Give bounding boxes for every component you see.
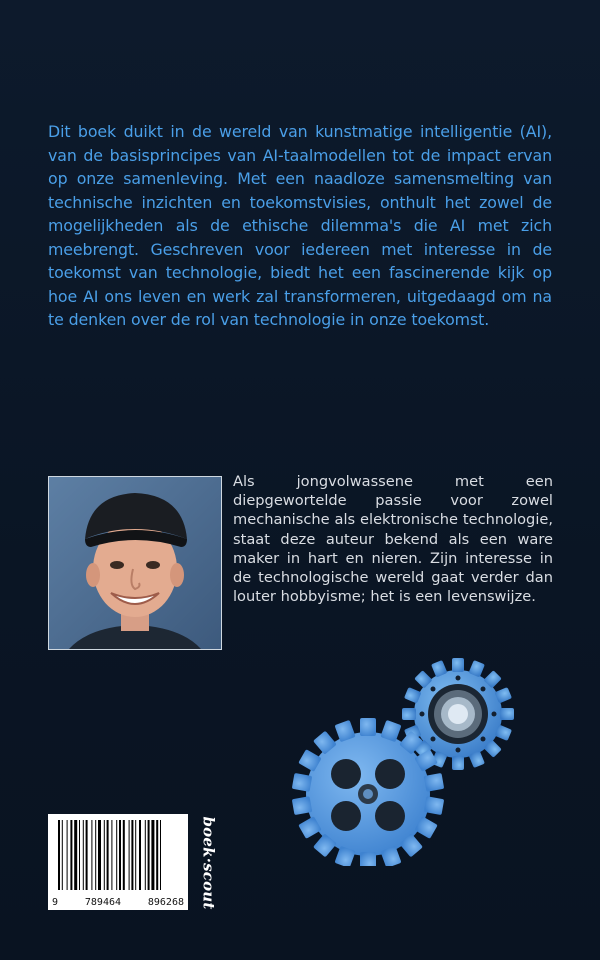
barcode <box>48 814 188 910</box>
barcode-icon <box>48 814 188 894</box>
isbn-digit-group-1: 789464 <box>84 897 122 908</box>
book-blurb: Dit boek duikt in de wereld van kunstmatige intelligentie (AI), van de basisprincipes van AI-taalmodellen tot de impact ervan op onze samenleving. Met een naadloze samensmelting van technische inzichten en toekomstvisies, onthult het zowel de mogelijkheden als de ethische dilemma's die AI met zich meebrengt. Geschreven voor iedereen met interesse in de toekomst van technologie, biedt het een fascinerende kijk op hoe AI ons leven en werk zal transformeren, uitgedaagd om na te denken over de rol van technologie in onze toekomst. <box>48 122 552 329</box>
author-portrait-icon <box>49 477 221 649</box>
publisher-logo <box>198 815 220 911</box>
isbn-digits <box>48 897 188 908</box>
isbn-digit-prefix: 9 <box>52 897 59 908</box>
author-photo <box>48 476 222 650</box>
gears-icon <box>290 656 520 866</box>
isbn-digit-group-2: 896268 <box>147 897 184 908</box>
publisher-name: boek·scout <box>200 816 219 910</box>
author-bio: Als jongvolwassene met een diepgewortelde passie voor zowel mechanische als elektronische technologie, staat deze auteur bekend als een ware maker in hart en nieren. Zijn interesse in de technologische wereld gaat verder dan louter hobbyisme; het is een levenswijze. <box>233 473 553 606</box>
